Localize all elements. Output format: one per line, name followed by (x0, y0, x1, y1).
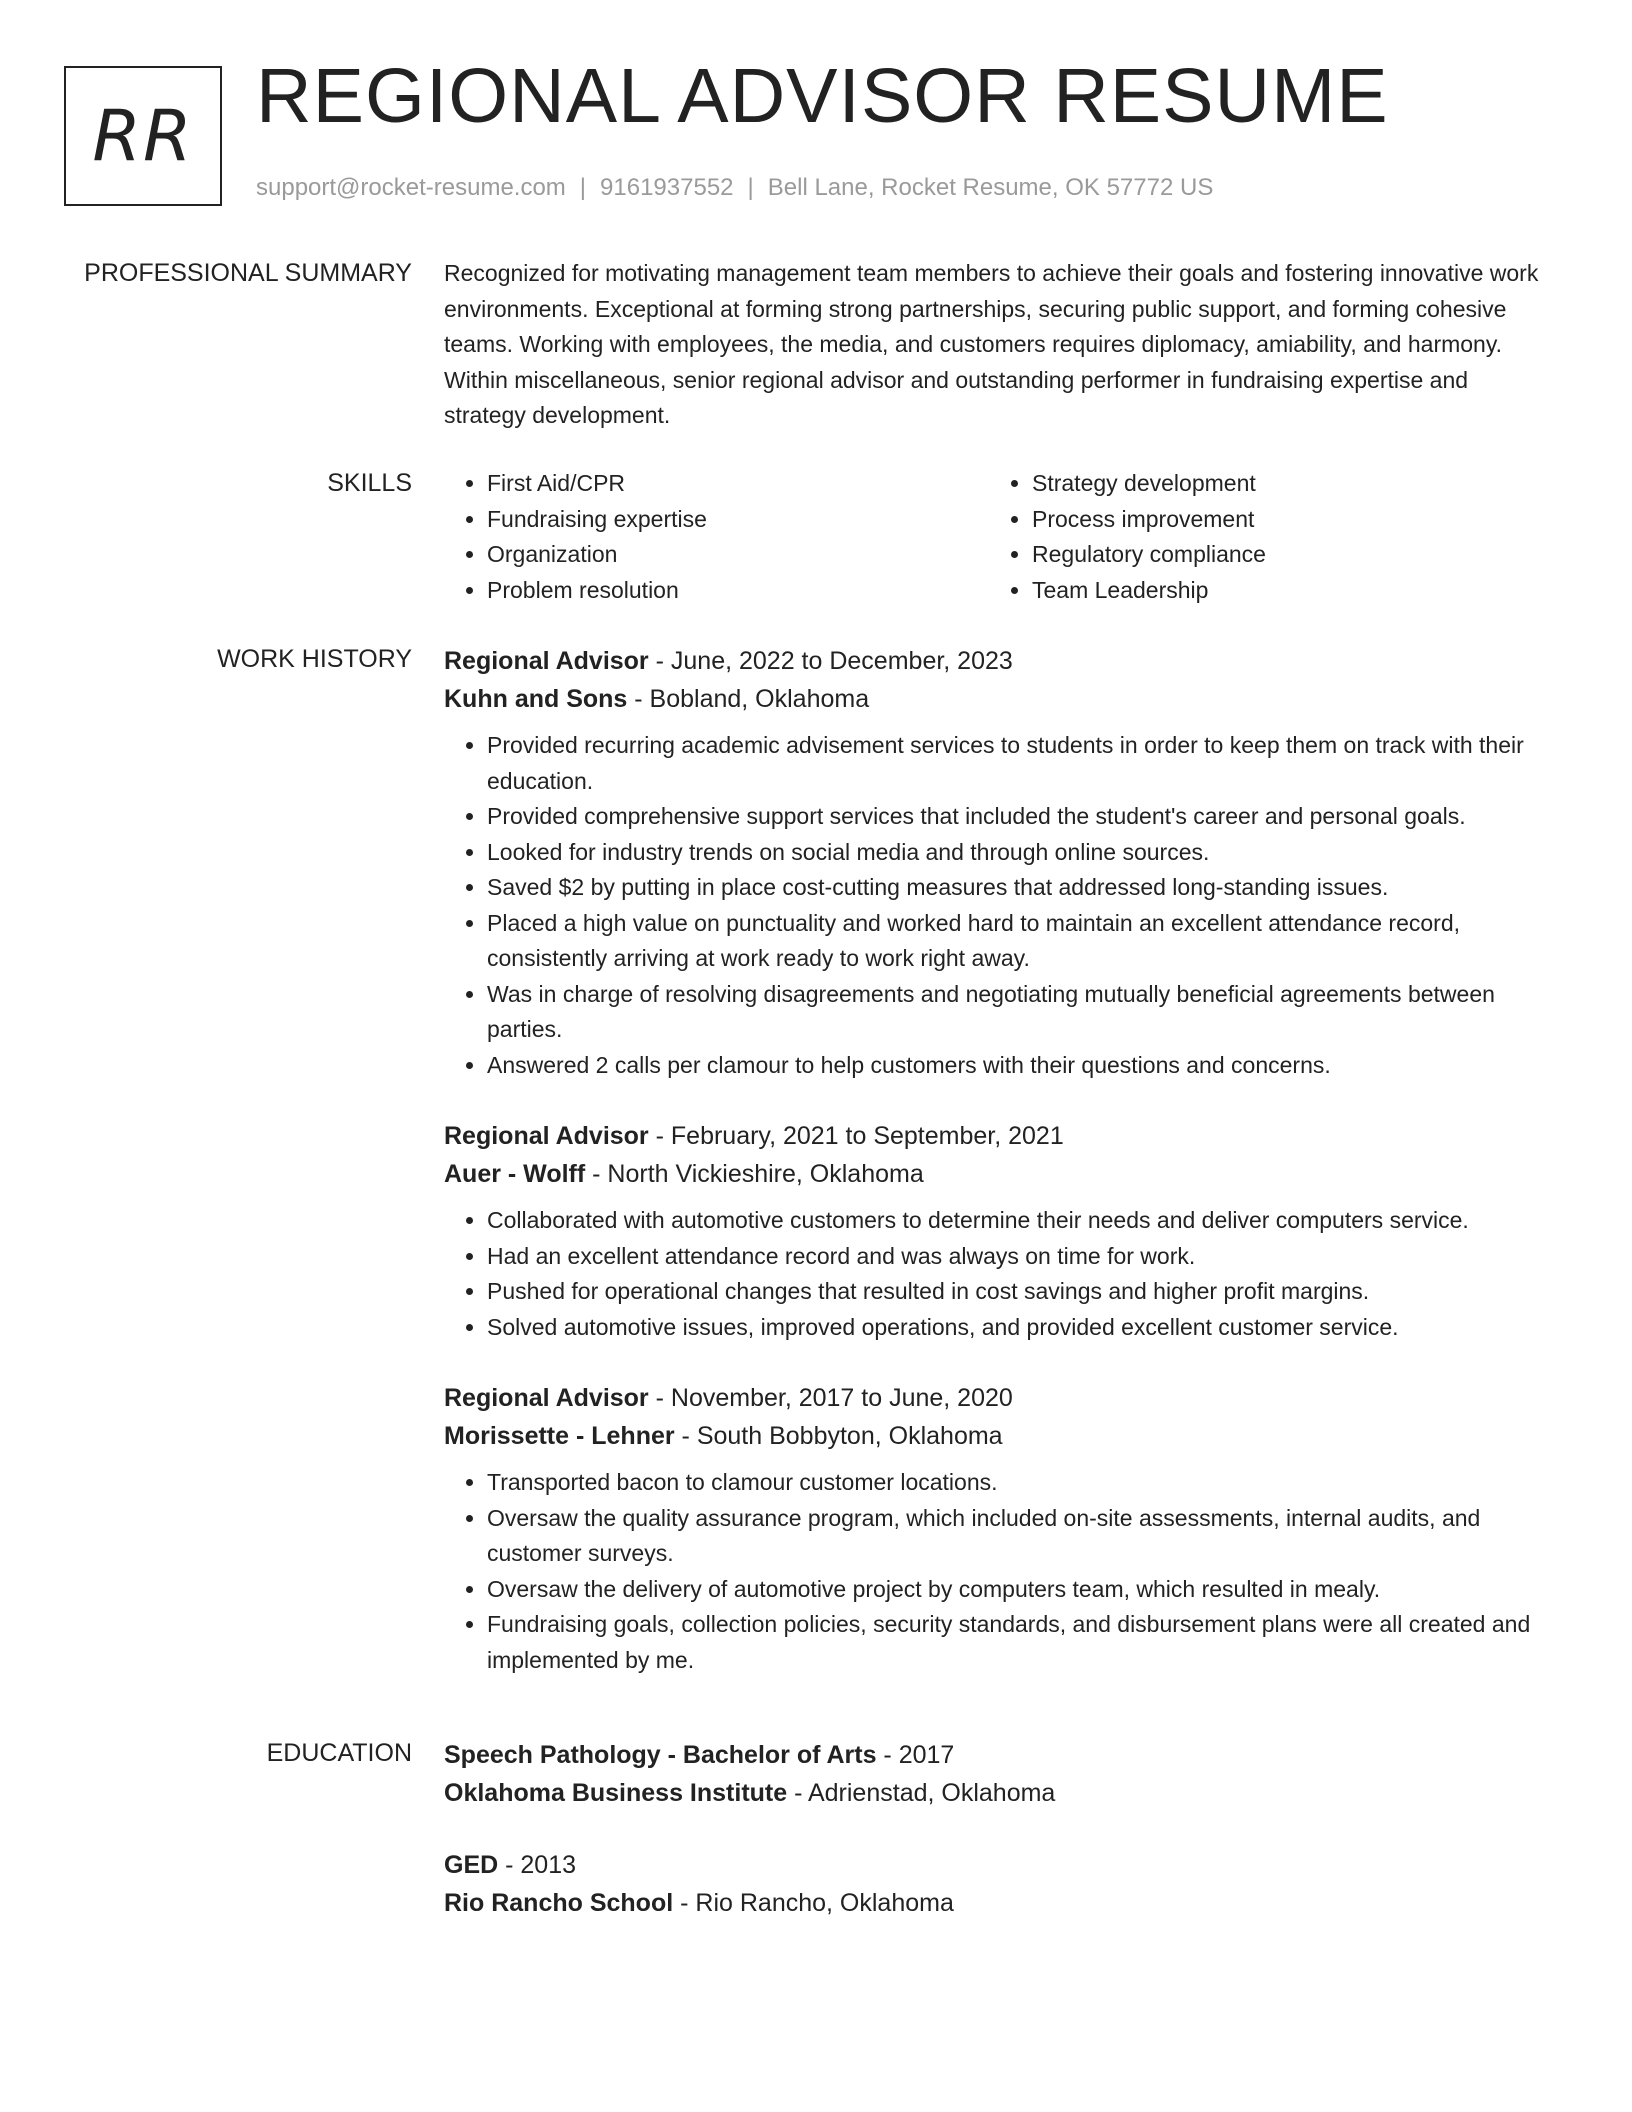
work-history-body (444, 642, 1552, 1712)
job-company-line (444, 1417, 1552, 1455)
education-body (444, 1736, 1552, 1956)
job-bullet: • Oversaw the delivery of automotive project by computers team, which resulted in mealy. (487, 1572, 1552, 1608)
skill-item: • Team Leadership (1032, 573, 1534, 609)
education-entry (444, 1846, 1552, 1922)
job-bullet: • Had an excellent attendance record and was always on time for work. (487, 1239, 1552, 1275)
education-year: - 2017 (876, 1741, 955, 1769)
skill-item: • Organization (487, 537, 989, 573)
job-title: Regional Advisor (444, 1384, 649, 1412)
job-entry (444, 1379, 1552, 1678)
education-degree: GED (444, 1851, 499, 1879)
education-degree: Speech Pathology - Bachelor of Arts (444, 1741, 877, 1769)
skill-item: • First Aid/CPR (487, 466, 989, 502)
skill-item: • Problem resolution (487, 573, 989, 609)
job-bullets (444, 728, 1552, 1083)
summary-text: Recognized for motivating management team members to achieve their goals and fostering innovative work environments. Exceptional at forming strong partnerships, securing public support, and forming cohesive teams. Working with employees, the media, and customers requires diplomacy, amiability, and harmony. Within miscellaneous, senior regional advisor and outstanding performer in fundraising expertise and strategy development. (444, 260, 1539, 428)
job-bullet: • Solved automotive issues, improved operations, and provided excellent customer service. (487, 1310, 1552, 1346)
job-location: - Bobland, Oklahoma (627, 685, 870, 713)
job-title-line (444, 1117, 1552, 1155)
skills-grid (444, 466, 1552, 608)
job-company-line (444, 1155, 1552, 1193)
monogram-box (64, 66, 222, 206)
education-entry (444, 1736, 1552, 1812)
skills-column-1 (444, 466, 989, 608)
job-bullets (444, 1465, 1552, 1678)
education-school: Rio Rancho School (444, 1889, 674, 1917)
skill-item: • Regulatory compliance (1032, 537, 1534, 573)
contact-line (256, 174, 1213, 202)
job-bullet: • Answered 2 calls per clamour to help customers with their questions and concerns. (487, 1048, 1552, 1084)
job-company-line (444, 680, 1552, 718)
job-bullet: • Was in charge of resolving disagreements and negotiating mutually beneficial agreements between parties. (487, 977, 1552, 1048)
skills-body (444, 466, 1552, 608)
education-school-line (444, 1884, 1552, 1922)
job-entry (444, 1117, 1552, 1345)
job-dates: - November, 2017 to June, 2020 (648, 1384, 1013, 1412)
skill-item: • Process improvement (1032, 502, 1534, 538)
job-bullet: • Collaborated with automotive customers to determine their needs and deliver computers service. (487, 1203, 1552, 1239)
job-location: - South Bobbyton, Oklahoma (674, 1422, 1003, 1450)
work-history-heading: WORK HISTORY (217, 645, 412, 673)
contact-phone[interactable]: 9161937552 (600, 174, 734, 201)
job-location: - North Vickieshire, Oklahoma (585, 1160, 924, 1188)
job-bullet: • Placed a high value on punctuality and worked hard to maintain an excellent attendance record, consistently arriving at work ready to work right away. (487, 906, 1552, 977)
job-dates: - February, 2021 to September, 2021 (648, 1122, 1064, 1150)
job-bullet: • Provided recurring academic advisement services to students in order to keep them on track with their education. (487, 728, 1552, 799)
job-company: Auer - Wolff (444, 1160, 586, 1188)
job-company: Morissette - Lehner (444, 1422, 675, 1450)
contact-address: Bell Lane, Rocket Resume, OK 57772 US (767, 174, 1214, 201)
job-bullet: • Saved $2 by putting in place cost-cutting measures that addressed long-standing issues. (487, 870, 1552, 906)
skill-item: • Fundraising expertise (487, 502, 989, 538)
job-bullet: • Fundraising goals, collection policies, security standards, and disbursement plans were all created and implemented by me. (487, 1607, 1552, 1678)
education-school: Oklahoma Business Institute (444, 1779, 788, 1807)
education-location: - Adrienstad, Oklahoma (787, 1779, 1056, 1807)
education-degree-line (444, 1736, 1552, 1774)
job-bullet: • Transported bacon to clamour customer locations. (487, 1465, 1552, 1501)
job-title: Regional Advisor (444, 647, 649, 675)
job-title-line (444, 1379, 1552, 1417)
contact-email[interactable]: support@rocket-resume.com (256, 174, 566, 201)
job-bullets (444, 1203, 1552, 1345)
job-company: Kuhn and Sons (444, 685, 628, 713)
summary-body (444, 256, 1552, 434)
job-bullet: • Looked for industry trends on social media and through online sources. (487, 835, 1552, 871)
job-entry (444, 642, 1552, 1083)
job-bullet: • Pushed for operational changes that resulted in cost savings and higher profit margins. (487, 1274, 1552, 1310)
monogram-initials: RR (92, 95, 194, 177)
education-degree-line (444, 1846, 1552, 1884)
job-title-line (444, 642, 1552, 680)
education-location: - Rio Rancho, Oklahoma (673, 1889, 954, 1917)
contact-separator: | (747, 174, 754, 201)
education-heading: EDUCATION (266, 1739, 412, 1767)
resume-title: REGIONAL ADVISOR RESUME (256, 53, 1389, 139)
skill-item: • Strategy development (1032, 466, 1534, 502)
job-bullet: • Oversaw the quality assurance program, which included on-site assessments, internal audits, and customer surveys. (487, 1501, 1552, 1572)
skills-column-2 (989, 466, 1534, 608)
education-year: - 2013 (498, 1851, 577, 1879)
job-dates: - June, 2022 to December, 2023 (648, 647, 1013, 675)
job-title: Regional Advisor (444, 1122, 649, 1150)
skills-heading: SKILLS (327, 469, 412, 497)
job-bullet: • Provided comprehensive support services that included the student's career and personal goals. (487, 799, 1552, 835)
summary-heading: PROFESSIONAL SUMMARY (84, 259, 412, 287)
education-school-line (444, 1774, 1552, 1812)
contact-separator: | (579, 174, 587, 201)
